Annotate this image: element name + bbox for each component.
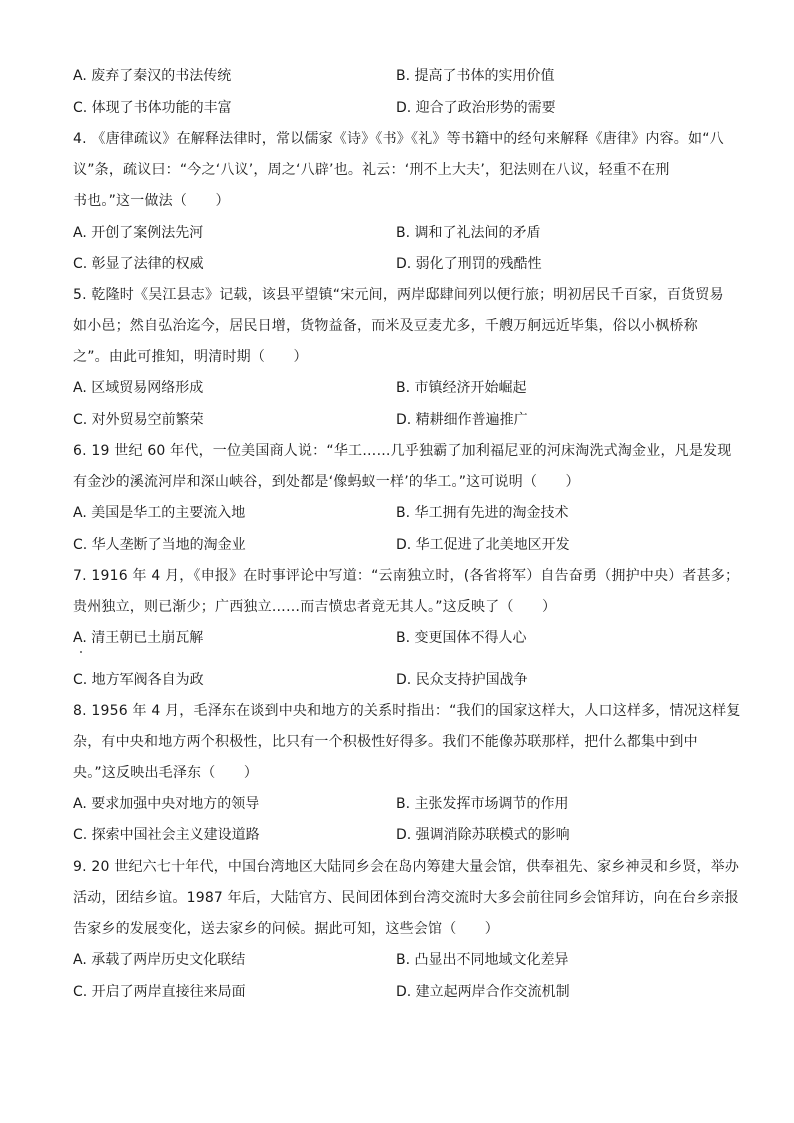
q5-option-c[interactable]: C. 对外贸易空前繁荣 [73, 412, 204, 428]
q8-option-c[interactable]: C. 探索中国社会主义建设道路 [73, 827, 260, 843]
q7-option-c[interactable]: C. 地方军阀各自为政 [73, 672, 204, 688]
q6-option-c[interactable]: C. 华人垄断了当地的淘金业 [73, 537, 246, 553]
q7-option-d[interactable]: D. 民众支持护国战争 [396, 672, 528, 688]
q9-option-d[interactable]: D. 建立起两岸合作交流机制 [396, 984, 570, 1000]
q9-stem-line-3: 告家乡的发展变化，送去家乡的问候。据此可知，这些会馆（ ） [73, 921, 499, 937]
q7-option-b[interactable]: B. 变更国体不得人心 [396, 630, 527, 646]
q8-stem-line-3: 央。”这反映出毛泽东（ ） [73, 765, 259, 781]
q5-stem-line-1: 5. 乾隆时《吴江县志》记载，该县平望镇“宋元间，两岸邸肆间列以便行旅；明初居民千百家，百货贸易 [73, 287, 724, 303]
q5-option-a[interactable]: A. 区域贸易网络形成 [73, 380, 204, 396]
q5-option-b[interactable]: B. 市镇经济开始崛起 [396, 380, 527, 396]
q7-option-a[interactable]: A. 清王朝已土崩瓦解 [73, 630, 204, 646]
q3-option-d[interactable]: D. 迎合了政治形势的需要 [396, 100, 556, 116]
q9-stem-line-1: 9. 20 世纪六七十年代，中国台湾地区大陆同乡会在岛内筹建大量会馆，供奉祖先、家乡神灵和乡贤，举办 [73, 859, 740, 875]
q3-option-c[interactable]: C. 体现了书体功能的丰富 [73, 100, 232, 116]
q4-option-b[interactable]: B. 调和了礼法间的矛盾 [396, 225, 541, 241]
q6-stem-line-2: 有金沙的溪流河岸和深山峡谷，到处都是‘像蚂蚁一样’的华工。”这可说明（ ） [73, 474, 580, 490]
q6-option-b[interactable]: B. 华工拥有先进的淘金技术 [396, 505, 569, 521]
q4-option-d[interactable]: D. 弱化了刑罚的残酷性 [396, 256, 542, 272]
q8-option-a[interactable]: A. 要求加强中央对地方的领导 [73, 796, 260, 812]
q4-stem-line-1: 4. 《唐律疏议》在解释法律时，常以儒家《诗》《书》《礼》等书籍中的经句来解释《唐律》内容。如“八 [73, 131, 724, 147]
q9-option-a[interactable]: A. 承载了两岸历史文化联结 [73, 952, 246, 968]
q8-option-d[interactable]: D. 强调消除苏联模式的影响 [396, 827, 570, 843]
q5-option-d[interactable]: D. 精耕细作普遍推广 [396, 412, 528, 428]
q4-option-c[interactable]: C. 彰显了法律的权威 [73, 256, 204, 272]
q6-stem-line-1: 6. 19 世纪 60 年代，一位美国商人说：“华工……几乎独霸了加利福尼亚的河床淘洗式淘金业，凡是发现 [73, 443, 732, 459]
q4-option-a[interactable]: A. 开创了案例法先河 [73, 225, 204, 241]
q5-stem-line-3: 之”。由此可推知，明清时期（ ） [73, 349, 308, 365]
q3-option-b[interactable]: B. 提高了书体的实用价值 [396, 68, 555, 84]
q9-stem-line-2: 活动，团结乡谊。1987 年后，大陆官方、民间团体到台湾交流时大多会前往同乡会馆拜访，向在台乡亲报 [73, 890, 739, 906]
q4-stem-line-3: 书也。”这一做法（ ） [73, 193, 230, 209]
q7-stem-line-1: 7. 1916 年 4 月，《申报》在时事评论中写道：“云南独立时，(各省将军）自告奋勇（拥护中央）者甚多； [73, 568, 740, 584]
stray-mark [80, 651, 82, 653]
q8-stem-line-1: 8. 1956 年 4 月，毛泽东在谈到中央和地方的关系时指出：“我们的国家这样大，人口这样多，情况这样复 [73, 703, 741, 719]
q5-stem-line-2: 如小邑；然自弘治迄今，居民日增，货物益备，而米及豆麦尤多，千艘万舸远近毕集，俗以小枫桥称 [73, 318, 698, 334]
q8-option-b[interactable]: B. 主张发挥市场调节的作用 [396, 796, 569, 812]
q6-option-d[interactable]: D. 华工促进了北美地区开发 [396, 537, 570, 553]
q4-stem-line-2: 议”条，疏议曰：“今之‘八议’，周之‘八辟’也。礼云：‘刑不上大夫’，犯法则在八议，轻重不在刑 [73, 162, 670, 178]
q8-stem-line-2: 杂，有中央和地方两个积极性，比只有一个积极性好得多。我们不能像苏联那样，把什么都集中到中 [73, 734, 698, 750]
q6-option-a[interactable]: A. 美国是华工的主要流入地 [73, 505, 246, 521]
q9-option-b[interactable]: B. 凸显出不同地域文化差异 [396, 952, 569, 968]
q3-option-a[interactable]: A. 废弃了秦汉的书法传统 [73, 68, 232, 84]
q9-option-c[interactable]: C. 开启了两岸直接往来局面 [73, 984, 246, 1000]
q7-stem-line-2: 贵州独立，则已渐少；广西独立……而吉愤忠者竟无其人。”这反映了（ ） [73, 599, 557, 615]
